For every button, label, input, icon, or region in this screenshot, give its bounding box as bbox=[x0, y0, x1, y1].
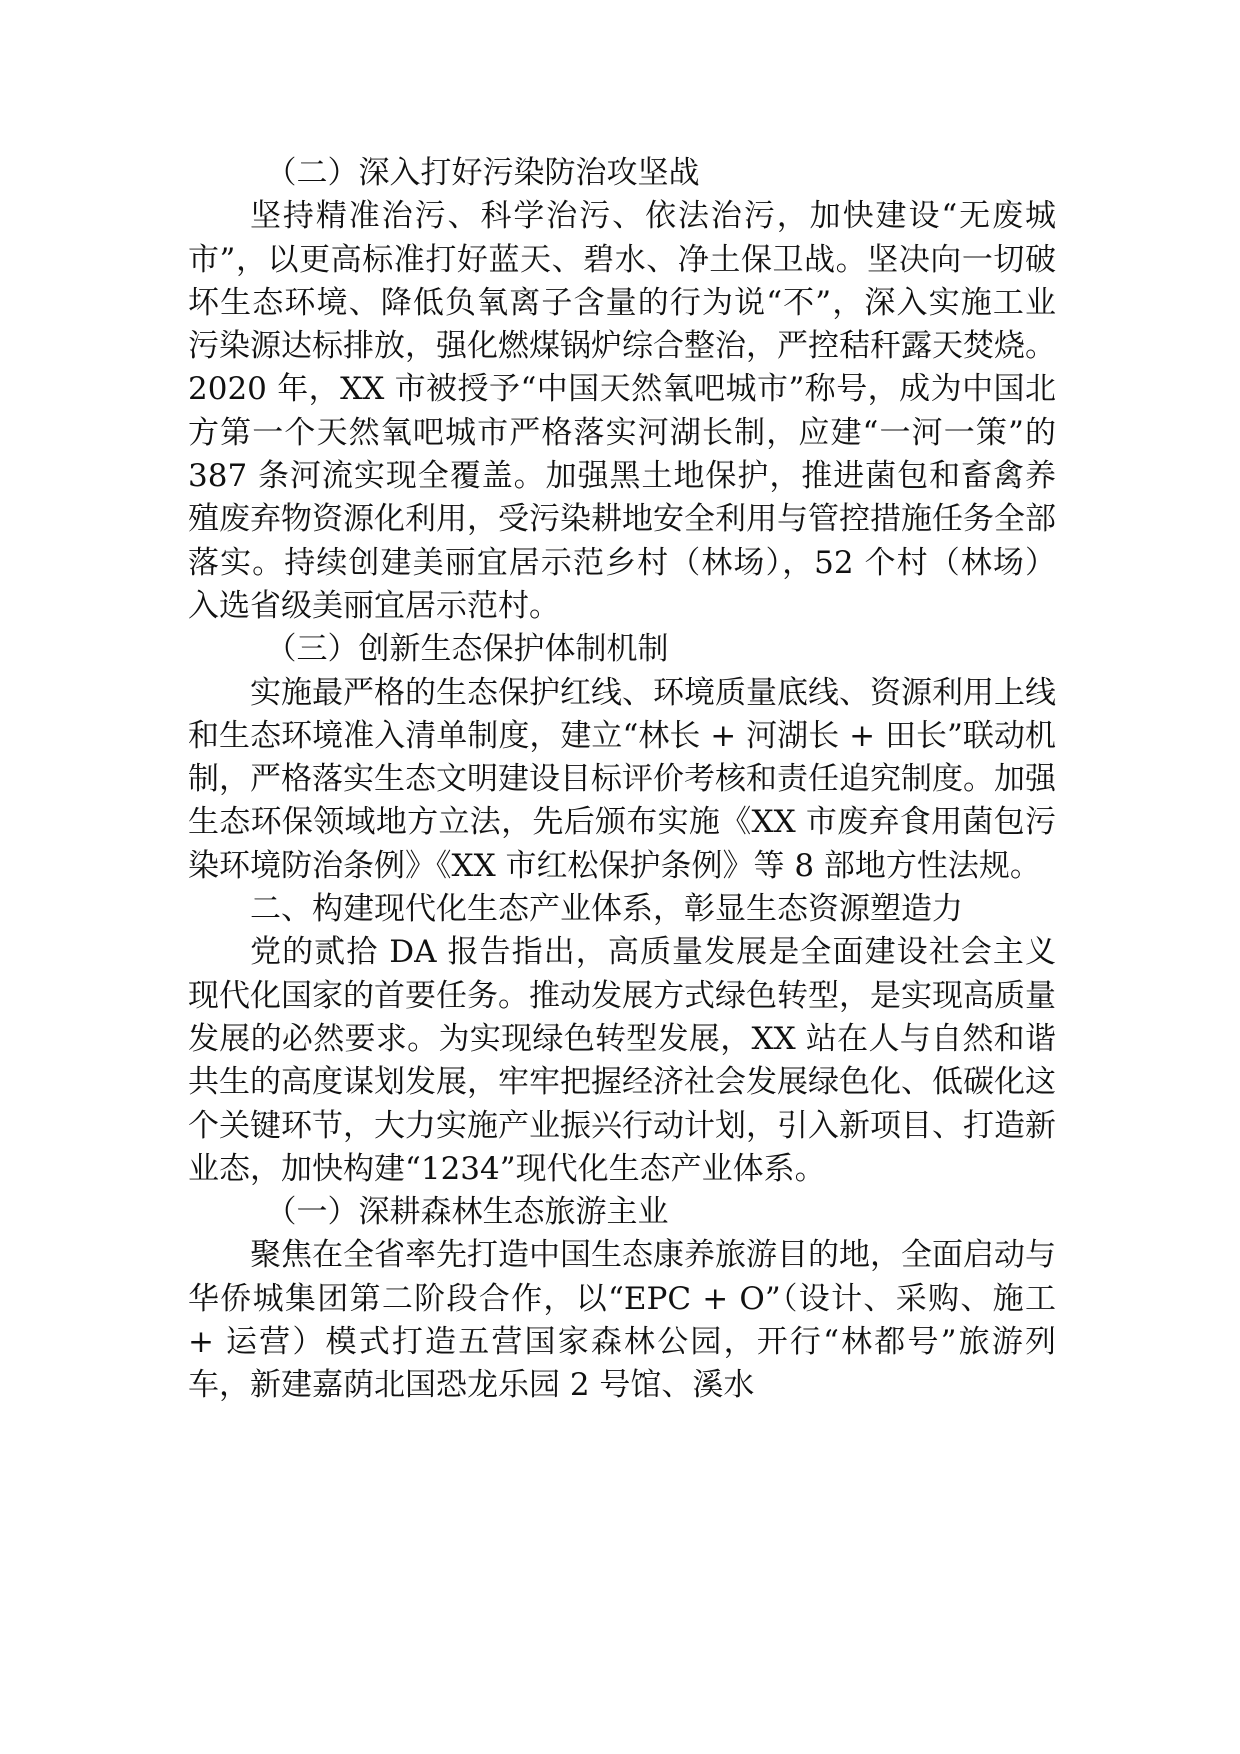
paragraph-pollution-control: 坚持精准治污、科学治污、依法治污，加快建设“无废城市”，以更高标准打好蓝天、碧水、净土保卫战。坚决向一切破坏生态环境、降低负氧离子含量的行为说“不”，深入实施工业污染源达标排放，强化燃煤锅炉综合整治，严控秸秆露天焚烧。2020 年，XX 市被授予“中国天然氧吧城市”称号，成为中国北方第一个天然氧吧城市严格落实河湖长制，应建“一河一策”的 387 条河流实现全覆盖。加强黑土地保护，推进菌包和畜禽养殖废弃物资源化利用，受污染耕地安全利用与管控措施任务全部落实。持续创建美丽宜居示范乡村（林场），52 个村（林场）入选省级美丽宜居示范村。 bbox=[188, 198, 1056, 624]
document-page bbox=[188, 152, 1056, 1408]
paragraph-green-transformation: 党的贰拾 DA 报告指出，高质量发展是全面建设社会主义现代化国家的首要任务。推动发展方式绿色转型，是实现高质量发展的必然要求。为实现绿色转型发展，XX 站在人与自然和谐共生的高度谋划发展，牢牢把握经济社会发展绿色化、低碳化这个关键环节，大力实施产业振兴行动计划，引入新项目、打造新业态，加快构建“1234”现代化生态产业体系。 bbox=[188, 934, 1056, 1187]
section-heading-3: （三）创新生态保护体制机制 bbox=[265, 631, 669, 668]
paragraph-ecological-mechanism: 实施最严格的生态保护红线、环境质量底线、资源利用上线和生态环境准入清单制度，建立“林长 + 河湖长 + 田长”联动机制，严格落实生态文明建设目标评价考核和责任追究制度。加强生态环保领域地方立法，先后颁布实施《XX 市废弃食用菌包污染环境防治条例》《XX 市红松保护条例》等 8 部地方性法规。 bbox=[188, 674, 1056, 884]
chapter-heading-2: 二、构建现代化生态产业体系，彰显生态资源塑造力 bbox=[250, 891, 963, 928]
section-heading-2: （二）深入打好污染防治攻坚战 bbox=[265, 155, 700, 191]
section-heading-1: （一）深耕森林生态旅游主业 bbox=[265, 1194, 669, 1231]
paragraph-forest-tourism: 聚焦在全省率先打造中国生态康养旅游目的地，全面启动与华侨城集团第二阶段合作，以“EPC + O”（设计、采购、施工 + 运营）模式打造五营国家森林公园，开行“林都号”旅游列车，新建嘉荫北国恐龙乐园 2 号馆、溪水 bbox=[188, 1237, 1056, 1404]
